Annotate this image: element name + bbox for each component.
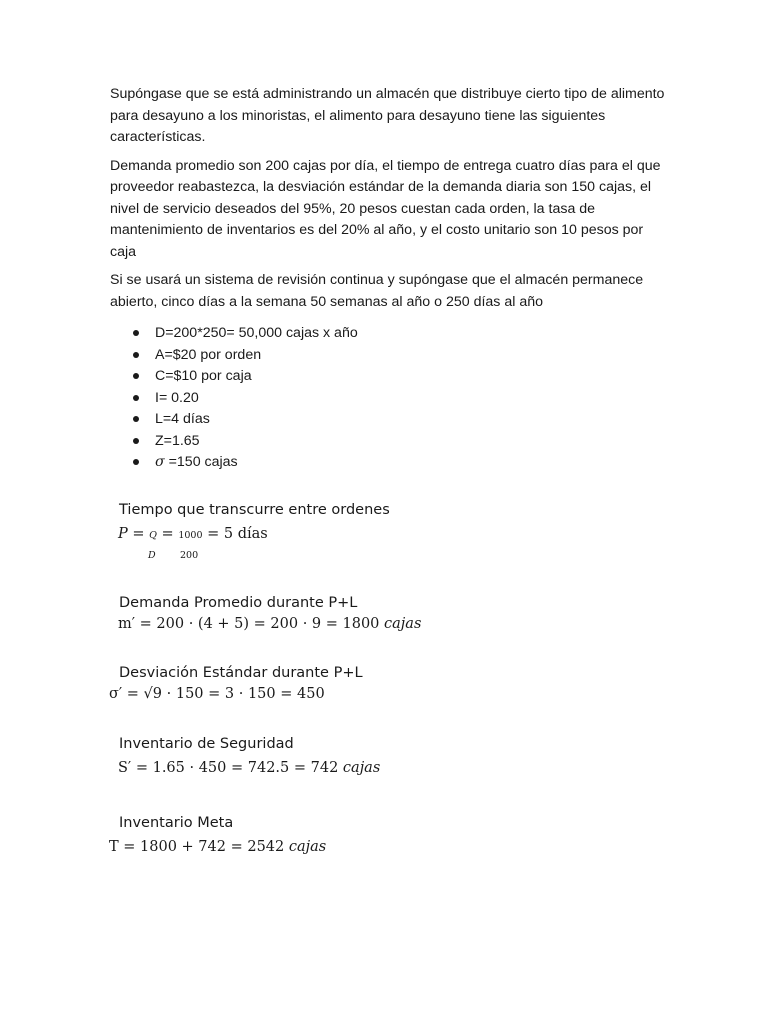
deviation-title: Desviación Estándar durante P+L [119, 665, 363, 681]
target-title: Inventario Meta [119, 815, 234, 831]
safety-formula: S′ = 1.65 · 450 = 742.5 = 742 cajas [118, 760, 381, 776]
deviation-formula: σ′ = √9 · 150 = 3 · 150 = 450 [109, 686, 325, 702]
list-item: C=$10 por caja [110, 366, 670, 388]
demand-title: Demanda Promedio durante P+L [119, 595, 358, 611]
period-denominator-value: 200 [180, 550, 199, 561]
period-title: Tiempo que transcurre entre ordenes [119, 502, 390, 518]
list-item: A=$20 por orden [110, 345, 670, 367]
system-paragraph: Si se usará un sistema de revisión continua y supóngase que el almacén permanece abierto, cinco días a la semana 50 semanas al año o 250 días al año [110, 272, 644, 310]
demand-formula: m′ = 200 · (4 + 5) = 200 · 9 = 1800 cajas [118, 616, 422, 632]
target-formula: T = 1800 + 742 = 2542 cajas [109, 839, 327, 855]
list-item: D=200*250= 50,000 cajas x año [110, 323, 670, 345]
bullet-icon [133, 438, 139, 444]
list-item: I= 0.20 [110, 388, 670, 410]
safety-title: Inventario de Seguridad [119, 736, 294, 752]
bullet-icon [133, 459, 139, 465]
list-item: Z=1.65 [110, 431, 670, 453]
intro-paragraph: Supóngase que se está administrando un almacén que distribuye cierto tipo de alimento para desayuno a los minoristas, el alimento para desayuno tiene las siguientes características. [110, 86, 665, 145]
bullet-icon [133, 395, 139, 401]
period-denominator-symbol: D [148, 550, 156, 561]
bullet-icon [133, 416, 139, 422]
period-formula: P = Q = 1000 = 5 días [118, 526, 268, 542]
bullet-icon [133, 373, 139, 379]
data-paragraph: Demanda promedio son 200 cajas por día, el tiempo de entrega cuatro días para el que proveedor reabastezca, la desviación estándar de la demanda diaria son 150 cajas, el nivel de servicio deseados del 95%, 20 pesos cuestan cada orden, la tasa de mantenimiento de inventarios es del 20% al año, y el costo unitario son 10 pesos por caja [110, 157, 661, 260]
bullet-icon [133, 352, 139, 358]
parameter-list [110, 323, 670, 474]
document-body [110, 84, 670, 474]
list-item: L=4 días [110, 409, 670, 431]
bullet-icon [133, 330, 139, 336]
list-item: σ =150 cajas [110, 452, 670, 474]
